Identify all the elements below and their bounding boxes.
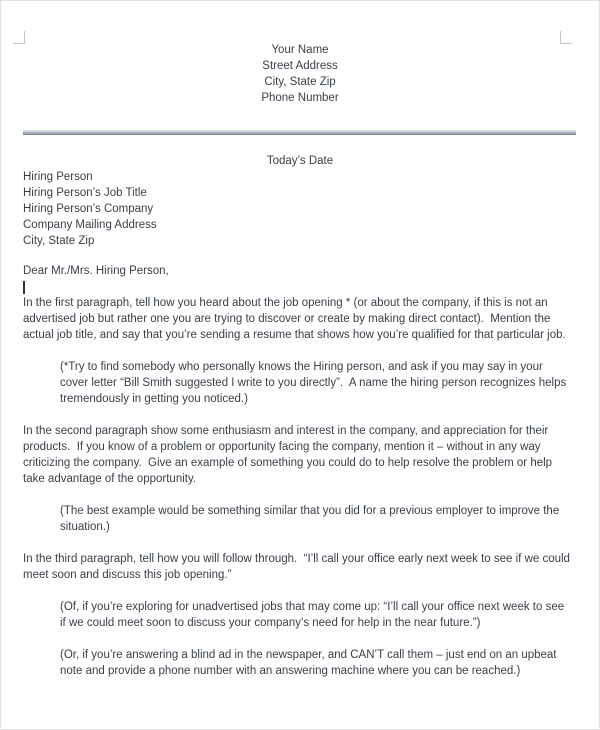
recipient-address-block <box>23 169 599 249</box>
paragraph-third-instructions: In the third paragraph, tell how you will follow through. “I’ll call your office early next week to see if we could meet soon and discuss this job opening.” <box>23 553 574 581</box>
header-divider-rule <box>23 130 576 135</box>
date-line: Today’s Date <box>266 155 334 167</box>
paragraph-example-note: (The best example would be something similar that you did for a previous employer to improve the situation.) <box>60 505 563 533</box>
sender-name-line: Your Name <box>271 44 329 56</box>
paragraph-blind-ad-note: (Or, if you’re answering a blind ad in the newspaper, and CAN’T call them – just end on an upbeat note and provide a phone number with an answering machine where you can be reached.) <box>60 649 560 677</box>
paragraph-referral-note: (*Try to find somebody who personally knows the Hiring person, and ask if you may say in your cover letter “Bill Smith suggested I write to you directly”. A name the hiring person recognizes helps tremendously in getting you noticed.) <box>60 361 570 405</box>
sender-address-block <box>1 1 599 106</box>
margin-corner-mark-left <box>13 31 25 44</box>
recipient-title-line: Hiring Person’s Job Title <box>23 187 147 199</box>
paragraph-unadvertised-note: (Of, if you’re exploring for unadvertised jobs that may come up: “I’ll call your office next week to see if we could meet soon to discuss your company’s need for help in the near future.”) <box>60 601 568 629</box>
sender-street-line: Street Address <box>262 60 338 72</box>
sender-phone-line: Phone Number <box>261 92 339 104</box>
paragraph-second-instructions: In the second paragraph show some enthusiasm and interest in the company, and appreciation for their products. If you know of a problem or opportunity facing the company, mention it – without in any way criticizing the company. Give an example of something you could do to help resolve the problem or help take advantage of the opportunity. <box>23 425 556 485</box>
margin-corner-mark-right <box>560 31 572 44</box>
recipient-city-line: City, State Zip <box>23 235 95 247</box>
paragraph-first-instructions: In the first paragraph, tell how you heard about the job opening * (or about the company, if this is not an advertised job but rather one you are trying to discover or create by making direct contact). Mention the actual job title, and say that you’re sending a resume that shows how you’re qualified for that particular job. <box>23 297 566 341</box>
salutation-line: Dear Mr./Mrs. Hiring Person, <box>23 265 169 277</box>
recipient-name-line: Hiring Person <box>23 171 93 183</box>
sender-city-line: City, State Zip <box>264 76 336 88</box>
text-cursor <box>23 281 25 294</box>
recipient-street-line: Company Mailing Address <box>23 219 157 231</box>
recipient-company-line: Hiring Person’s Company <box>23 203 154 215</box>
caret-line <box>23 279 599 295</box>
